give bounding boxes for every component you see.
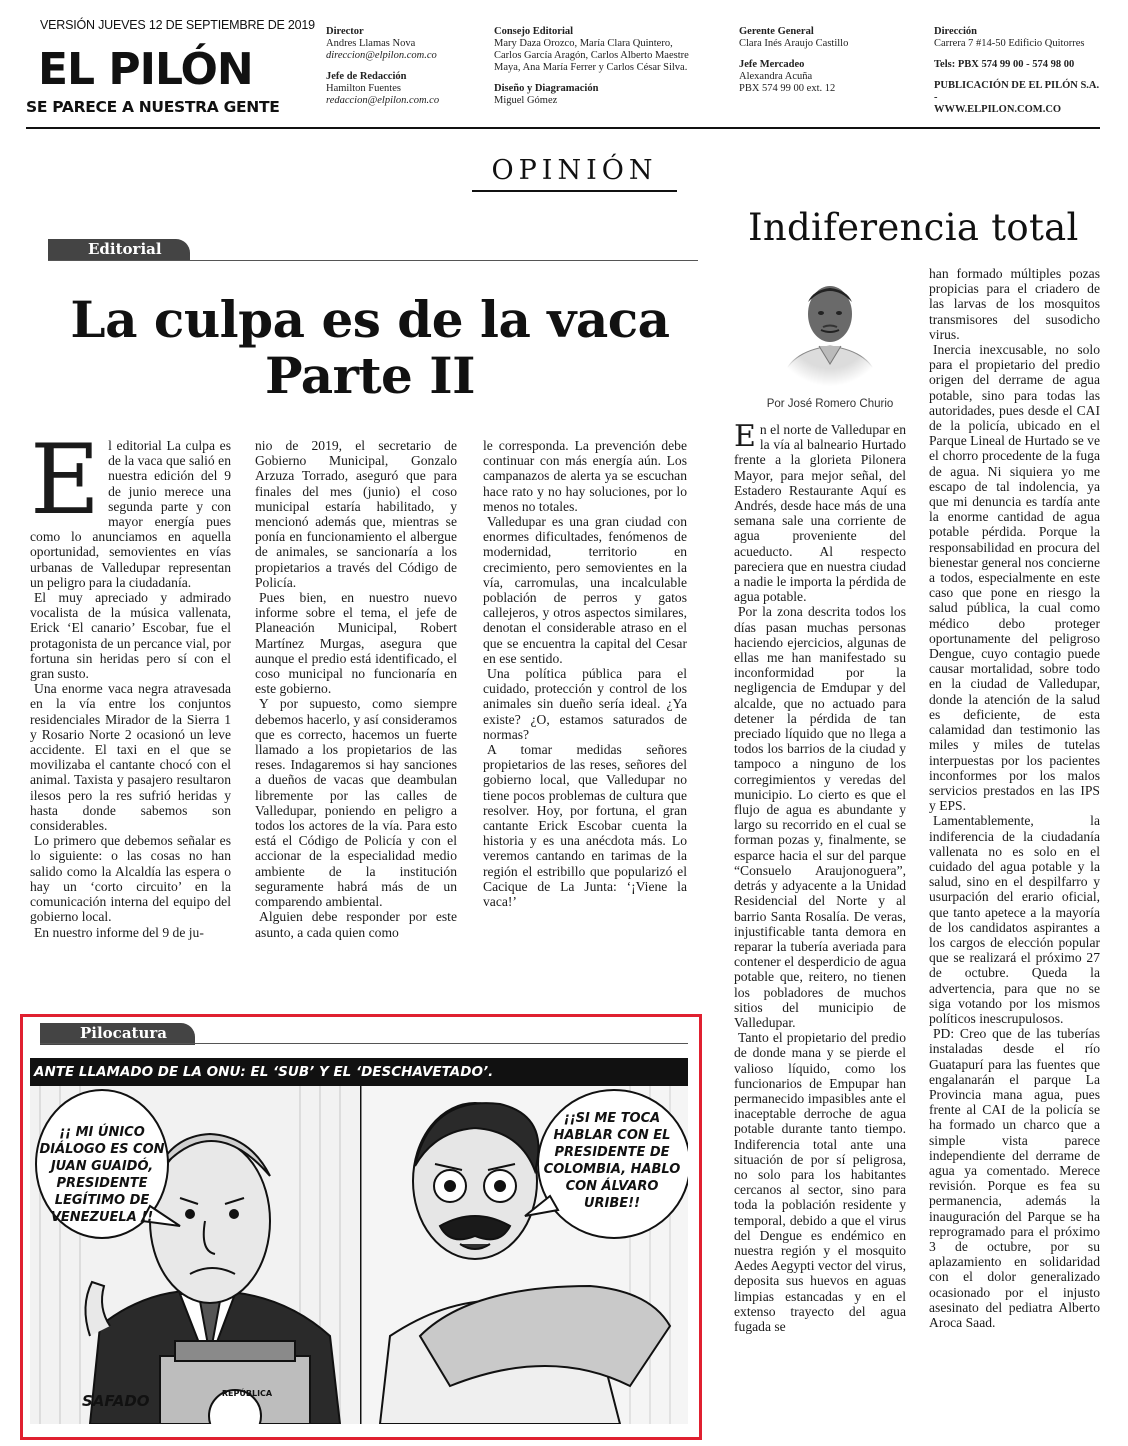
cartoon-tag: Pilocatura bbox=[40, 1023, 195, 1045]
staff-consejo bbox=[494, 26, 724, 107]
jefe-email: redaccion@elpilon.com.co bbox=[326, 95, 440, 106]
consejo-line: Mary Daza Orozco, María Clara Quintero, bbox=[494, 38, 673, 49]
opinion-dropcap: E bbox=[734, 419, 756, 454]
paragraph: Inercia inexcusable, no solo para el propietario del predio origen del derrame de agua potable, sino para todas las autoridades, pues desde el CAI de la policía, ubicado en el Parque Lineal de Hurtado se ve el chorro procedente de la fuga de agua. Ni siquiera yo me escapo de tal indolencia, ya que mi denuncia es tardía ante la enorme cantidad de agua potable pérdida. Porque la responsabilidad en procura del bienestar general nos concierne a todos, especialmente en este caso que pone en riesgo la salud pública, la cual como médico debo proteger oportunamente del peligroso Dengue, cuyo contagio puede causar mortalidad, sobre todo en la ciudad de Valledupar, donde la atención de la salud es deficiente, de esta calamidad dan testimonio las miles y miles de tutelas interpuestas por los pacientes inconformes por los malos servicios prestados en las IPS y EPS. bbox=[929, 342, 1100, 814]
director-email: direccion@elpilon.com.co bbox=[326, 50, 437, 61]
opinion-column-1 bbox=[734, 419, 906, 1334]
left-bubble-text: ¡¡ MI ÚNICO DIÁLOGO ES CON JUAN GUAIDÓ, PRESIDENTE LEGÍTIMO DE VENEZUELA !! bbox=[39, 1125, 165, 1225]
masthead-rule bbox=[26, 127, 1100, 129]
paragraph: n el norte de Valledupar en la vía al balneario Hurtado frente a la glorieta Pilonera Mayor, para mejor señal, del Estadero Restaurante Aquí es Andrés, desde hace más de una semana sale una corriente de agua proveniente del acueducto. Al respecto pareciera que en nuestra ciudad a nadie le importa la pérdida de agua potable. bbox=[734, 422, 906, 605]
direccion-label: Dirección bbox=[934, 26, 977, 37]
paragraph: Pues bien, en nuestro nuevo informe sobre el tema, el jefe de Planeación Municipal, Robert Martínez Murgas, asegura que aunque el predio está identificado, el coso municipal no funcionaría en este gobierno. bbox=[255, 590, 457, 697]
tels: Tels: PBX 574 99 00 - 574 98 00 bbox=[934, 59, 1075, 70]
diseno-label: Diseño y Diagramación bbox=[494, 83, 599, 94]
paragraph: Valledupar es una gran ciudad con enormes dificultades, fenómenos de modernidad, territorio en crecimiento, pero semovientes en la vía, carromulas, una incalculable población de perros y gatos callejeros, y otros aspectos similares, denotan el considerable atraso en el que se encuentra la capital del Cesar en ese sentido. bbox=[483, 514, 687, 666]
paragraph: Tanto el propietario del predio de donde mana y se pierde el valioso líquido, como los funcionarios de Empupar han permanecido impasibles ante el inaceptable derroche de agua potable durante tanto tiempo. Indiferencia total ante una situación de por sí peligrosa, no solo para los habitantes cercanos al sector, sino para toda la población residente y temporal, debido a que el virus del Dengue es endémico en nuestra región y el mosquito Aedes Aegypti vector del virus, deposita sus huevos en aguas limpias estancadas y en el extenso trayecto del agua fugada se bbox=[734, 1030, 906, 1334]
section-rule bbox=[472, 190, 677, 192]
podium bbox=[160, 1341, 310, 1424]
paragraph: Por la zona descrita todos los días pasan muchas personas haciendo ejercicios, algunas de ellas me han manifestado su inconformidad por la negligencia de Emdupar y del alcalde, que no actuado para detener la pérdida de tan preciado líquido que no llega a todos los barrios de la ciudad y tampoco a ninguno de los corregimientos y veredas del municipio. Lo cierto es que el flujo de agua es abundante y largo su recorrido en el cual se forman pozas y, finalmente, se esparce hacia el sur del parque “Consuelo Araujonoguera”, detrás y adyacente a la Unidad Residencial del Norte y al barrio Santa Rosalía. De veras, injustificable tanta demora en reparar la tubería averiada para contener el desperdicio de agua potable que, reitero, no tienen los pobladores de muchos sitios del municipio de Valledupar. bbox=[734, 604, 906, 1030]
gerente-label: Gerente General bbox=[739, 26, 814, 37]
paragraph: PD: Creo que de las tuberías instaladas desde el río Guatapurí para las fuentes que engalanarán el parque La Provincia mana agua, pues frente al CAI de la policía se ha formado un charco que a simple vista parece independiente del derrame de agua ya comentado. Merece revisión. Porque es fea su permanencia, además la inauguración del Parque se ha reprogramado para el próximo 3 de octubre, por su aplazamiento en solidaridad con el dolor generalizado ocasionado por el injusto asesinato del pediatra Alberto Aroca Saad. bbox=[929, 1026, 1100, 1331]
paragraph: Y por supuesto, como siempre debemos hacerlo, y así consideramos que es correcto, hacemos un fuerte llamado a los propietarios de las reses. Indagaremos si hay sanciones a dueños de vacas que deambulan libremente por las calles de Valledupar, poniendo en peligro a todos los actores de la vía. Para esto está el Código de Policía y con el accionar de la especialidad medio ambiente de la institución seguramente habrá más de un comparendo ambiental. bbox=[255, 696, 457, 910]
paragraph: l editorial La culpa es de la vaca que salió en nuestra edición del 9 de junio merece una segunda parte y con mayor energía pues como lo anunciamos en aquella oportunidad, semovientes en vías urbanas de Valledupar representan un peligro para la ciudadanía. bbox=[30, 438, 231, 590]
paragraph: han formado múltiples pozas propicias para el criadero de las larvas de los mosquitos transmisores del susodicho virus. bbox=[929, 266, 1100, 342]
mercadeo-phone: PBX 574 99 00 ext. 12 bbox=[739, 83, 836, 94]
staff-gerencia bbox=[739, 26, 919, 95]
paragraph: A tomar medidas señores propietarios de las reses, señores del gobierno local, que Valledupar no tiene pocos problemas de cultura que resolver. Hoy, por fortuna, el gran cantante Erick Escobar cuenta la historia y es una anécdota más. Lo veremos cantando en tarimas de la región el estribillo que popularizó el Cacique de La Junta: ‘¡Viene la vaca!’ bbox=[483, 742, 687, 910]
editorial-column-3 bbox=[483, 438, 687, 909]
opinion-title: Indiferencia total bbox=[748, 206, 1079, 249]
consejo-label: Consejo Editorial bbox=[494, 26, 574, 37]
editorial-column-2 bbox=[255, 438, 457, 940]
opinion-column-2 bbox=[929, 266, 1100, 1330]
author-photo bbox=[771, 268, 889, 386]
staff-director bbox=[326, 26, 486, 107]
editorial-dropcap: E bbox=[30, 424, 101, 536]
newspaper-logo: EL PILÓN bbox=[38, 44, 253, 95]
staff-direccion bbox=[934, 26, 1104, 116]
editorial-headline bbox=[30, 292, 710, 404]
section-title: OPINIÓN bbox=[491, 155, 658, 186]
consejo-line: Maya, Ana María Ferrer y Carlos César Silva. bbox=[494, 62, 688, 73]
consejo-line: Carlos García Aragón, Carlos Alberto Maestre bbox=[494, 50, 689, 61]
paragraph: El muy apreciado y admirado vocalista de la música vallenata, Erick ‘El canario’ Escobar, fue el protagonista de un percance vial, por fortuna sin heridas pero sí con el gran susto. bbox=[30, 590, 231, 682]
jefe-name: Hamilton Fuentes bbox=[326, 83, 401, 94]
jefe-label: Jefe de Redacción bbox=[326, 71, 407, 82]
publicacion-line: WWW.ELPILON.COM.CO bbox=[934, 104, 1062, 115]
editorial-tag-rule bbox=[48, 260, 698, 261]
podium-text: REPÚBLICA bbox=[221, 1389, 273, 1398]
director-label: Director bbox=[326, 26, 364, 37]
paragraph: le corresponda. La prevención debe continuar con más energía aún. Los campanazos de alerta ya se escuchan hace rato y no hay soluciones, por lo menos no totales. bbox=[483, 438, 687, 514]
cartoon-signature: SAFADO bbox=[82, 1392, 150, 1410]
newspaper-slogan: SE PARECE A NUESTRA GENTE bbox=[26, 98, 280, 116]
mercadeo-name: Alexandra Acuña bbox=[739, 71, 813, 82]
gerente-name: Clara Inés Araujo Castillo bbox=[739, 38, 849, 49]
paragraph: Una enorme vaca negra atravesada en la vía entre los conjuntos residenciales Mirador de la Sierra 1 y Rosario Norte 2 ocasionó un leve accidente. El taxi en el que se movilizaba el cantante chocó con el animal. Taxista y pasajero resultaron ilesos pero la res sufrió heridas y hasta donde sabemos son considerables. bbox=[30, 681, 231, 834]
paragraph: En nuestro informe del 9 de ju- bbox=[34, 924, 204, 940]
paragraph: Una política pública para el cuidado, protección y control de los animales sin dueño sería ideal. ¿Ya existe? ¿O, estamos saturados de normas? bbox=[483, 666, 687, 742]
direccion-value: Carrera 7 #14-50 Edificio Quitorres bbox=[934, 38, 1085, 49]
diseno-name: Miguel Gómez bbox=[494, 95, 558, 106]
cartoon-banner: ANTE LLAMADO DE LA ONU: EL ‘SUB’ Y EL ‘DESCHAVETADO’. bbox=[30, 1058, 688, 1086]
editorial-tag: Editorial bbox=[48, 239, 190, 261]
director-name: Andres Llamas Nova bbox=[326, 38, 416, 49]
paragraph: Lo primero que debemos señalar es lo siguiente: o las cosas no han salido como la Alcaldía las espera o hay un ‘corto circuito’ en la comunicación interna del equipo del gobierno local. bbox=[30, 833, 231, 925]
paragraph: Alguien debe responder por este asunto, a cada quien como bbox=[255, 909, 457, 940]
publicacion-line: PUBLICACIÓN DE EL PILÓN S.A. - bbox=[934, 80, 1100, 103]
opinion-byline: Por José Romero Churio bbox=[766, 398, 894, 410]
cartoon-tag-rule bbox=[40, 1043, 688, 1044]
editorial-column-1 bbox=[30, 424, 231, 940]
headline-line2: Parte II bbox=[264, 346, 476, 405]
right-bubble-text: ¡¡SI ME TOCA HABLAR CON EL PRESIDENTE DE COLOMBIA, HABLO CON ÁLVARO URIBE!! bbox=[543, 1111, 681, 1211]
headline-line1: La culpa es de la vaca bbox=[70, 290, 670, 349]
paragraph: Lamentablemente, la indiferencia de la ciudadanía vallenata no es solo en el cuidado del agua potable y la salud, sino en el despilfarro y usurpación del erario oficial, que tanto apetece a la mayoría de los candidatos aspirantes a los cargos de elección popular que se realizará el próximo 27 de octubre. Queda la advertencia, para que no se siga votando por los mismos políticos inescrupulosos. bbox=[929, 813, 1100, 1026]
mercadeo-label: Jefe Mercadeo bbox=[739, 59, 805, 70]
edition-date: VERSIÓN JUEVES 12 DE SEPTIEMBRE DE 2019 bbox=[40, 18, 315, 32]
paragraph: nio de 2019, el secretario de Gobierno Municipal, Gonzalo Arzuza Torrado, aseguró que para finales del mes (junio) el coso municipal estaría habilitado, y mencionó además que, mientras se ponía en funcionamiento el albergue de animales, se sancionaría a los propietarios a través del Código de Policía. bbox=[255, 438, 457, 590]
